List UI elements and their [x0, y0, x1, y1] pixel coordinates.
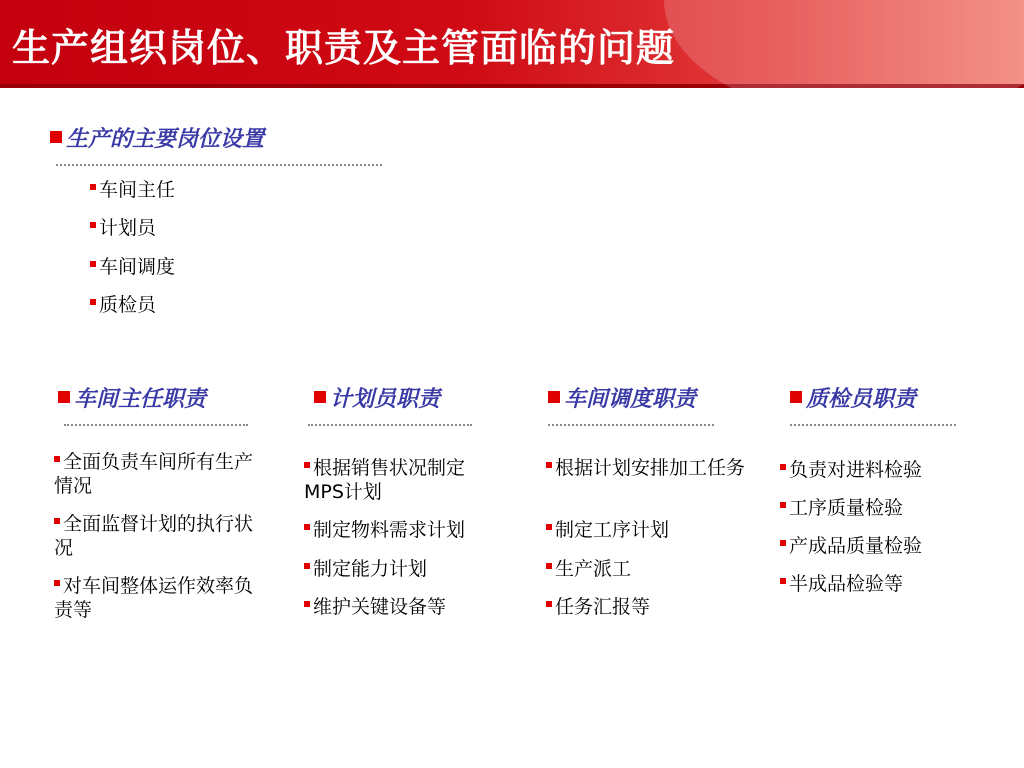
bullet-icon	[54, 518, 60, 524]
list-item: 根据销售状况制定MPS计划	[304, 457, 466, 503]
bullet-icon	[304, 462, 310, 468]
list-item: 根据计划安排加工任务	[546, 456, 746, 480]
bullet-icon	[780, 540, 786, 546]
list-item: 制定能力计划	[304, 557, 504, 581]
list-item: 计划员	[90, 216, 156, 240]
list-item: 全面负责车间所有生产情况	[54, 451, 254, 497]
bullet-icon	[304, 524, 310, 530]
square-bullet-icon	[50, 131, 62, 143]
square-bullet-icon	[790, 391, 802, 403]
bullet-icon	[90, 184, 96, 190]
heading-divider	[308, 424, 472, 426]
duty-heading: 计划员职责	[314, 386, 440, 414]
positions-heading-text: 生产的主要岗位设置	[66, 127, 265, 152]
bullet-icon	[546, 601, 552, 607]
heading-divider	[64, 424, 248, 426]
list-item: 全面监督计划的执行状况	[54, 513, 254, 559]
list-item: 负责对进料检验	[780, 458, 980, 482]
bullet-icon	[546, 462, 552, 468]
positions-heading	[50, 126, 264, 154]
bullet-icon	[546, 524, 552, 530]
bullet-icon	[780, 464, 786, 470]
list-item: 制定物料需求计划	[304, 518, 504, 542]
bullet-icon	[304, 563, 310, 569]
heading-divider	[56, 164, 382, 166]
bullet-icon	[54, 580, 60, 586]
bullet-icon	[780, 578, 786, 584]
bullet-icon	[54, 456, 60, 462]
square-bullet-icon	[548, 391, 560, 403]
heading-divider	[790, 424, 956, 426]
duty-heading: 质检员职责	[790, 386, 916, 414]
title-bar	[0, 0, 1024, 88]
bullet-icon	[90, 261, 96, 267]
list-item: 对车间整体运作效率负责等	[54, 575, 254, 621]
bullet-icon	[90, 222, 96, 228]
duty-heading: 车间主任职责	[58, 386, 206, 414]
square-bullet-icon	[314, 391, 326, 403]
list-item: 车间主任	[90, 178, 175, 202]
bullet-icon	[546, 563, 552, 569]
list-item: 任务汇报等	[546, 595, 746, 619]
bullet-icon	[780, 502, 786, 508]
square-bullet-icon	[58, 391, 70, 403]
list-item: 车间调度	[90, 255, 175, 279]
page-title: 生产组织岗位、职责及主管面临的问题	[12, 26, 676, 70]
bullet-icon	[90, 299, 96, 305]
list-item: 维护关键设备等	[304, 595, 504, 619]
list-item: 生产派工	[546, 557, 746, 581]
heading-divider	[548, 424, 714, 426]
list-item: 半成品检验等	[780, 572, 980, 596]
bullet-icon	[304, 601, 310, 607]
list-item: 制定工序计划	[546, 518, 746, 542]
list-item: 产成品质量检验	[780, 534, 980, 558]
duty-heading: 车间调度职责	[548, 386, 696, 414]
list-item: 工序质量检验	[780, 496, 980, 520]
list-item: 质检员	[90, 293, 156, 317]
